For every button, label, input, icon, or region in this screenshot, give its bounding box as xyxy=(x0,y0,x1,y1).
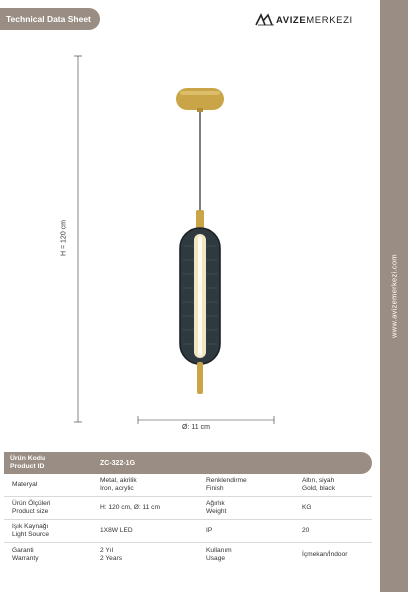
table-row xyxy=(4,474,372,497)
row-value-en: 2 Years xyxy=(100,554,122,562)
row-label: Kullanım xyxy=(206,546,232,554)
bottom-gold-rod xyxy=(197,362,203,394)
row-label: Ürün Ölçüleri xyxy=(12,500,51,507)
website-url: www.avizemerkezi.com xyxy=(389,254,399,338)
row-label: Ağırlık xyxy=(206,500,225,507)
row-label: Renklendirme xyxy=(206,477,247,484)
row-label-en: Weight xyxy=(206,508,227,515)
row-value-en: Iron, acrylic xyxy=(100,485,134,492)
row-value-en: Gold, black xyxy=(302,485,335,492)
row-label: IP xyxy=(206,527,213,534)
product-id-label-tr: Ürün Kodu xyxy=(10,455,46,462)
side-strip xyxy=(380,0,408,592)
top-gold-rod xyxy=(196,210,204,230)
row-label-en: Finish xyxy=(206,485,224,492)
table-row xyxy=(4,497,372,520)
row-value: 20 xyxy=(302,527,310,534)
row-value: 1X8W LED xyxy=(100,527,133,534)
row-value: KG xyxy=(302,504,312,511)
diameter-label: Ø: 11 cm xyxy=(182,424,210,431)
brand-logo-icon xyxy=(255,13,275,27)
row-label-en: Usage xyxy=(206,554,226,562)
row-value: İçmekan/İndoor xyxy=(302,550,348,558)
product-id-label-en: Product ID xyxy=(10,463,45,470)
row-label: Garanti xyxy=(12,546,34,554)
brand-name-rest: MERKEZI xyxy=(306,14,353,26)
brand-logo xyxy=(255,12,353,28)
product-id-value: ZC-322-1G xyxy=(100,459,136,467)
ceiling-canopy-highlight xyxy=(180,91,220,95)
brand-name xyxy=(276,15,353,26)
row-label-en: Product size xyxy=(12,508,49,515)
row-label: Materyal xyxy=(12,481,38,488)
row-label: Işık Kaynağı xyxy=(12,523,49,530)
spec-table-header xyxy=(4,452,372,474)
row-value: 2 Yıl xyxy=(100,546,114,554)
table-row xyxy=(4,543,372,566)
canopy-stem xyxy=(197,108,203,112)
table-row xyxy=(4,520,372,543)
row-label-en: Warranty xyxy=(12,554,39,562)
led-tube-core xyxy=(198,236,202,356)
row-value: H: 120 cm, Ø: 11 cm xyxy=(100,504,160,511)
brand-name-bold: AVIZE xyxy=(276,14,307,26)
product-id-label xyxy=(4,455,100,471)
row-value: Altın, siyah xyxy=(302,477,335,484)
header-title: Technical Data Sheet xyxy=(0,8,100,30)
row-value: Metal, akrilik xyxy=(100,477,137,484)
spec-table xyxy=(4,452,372,566)
height-label: H = 120 cm xyxy=(60,220,68,256)
pendant-lamp-drawing xyxy=(60,50,300,440)
row-label-en: Light Source xyxy=(12,531,50,538)
